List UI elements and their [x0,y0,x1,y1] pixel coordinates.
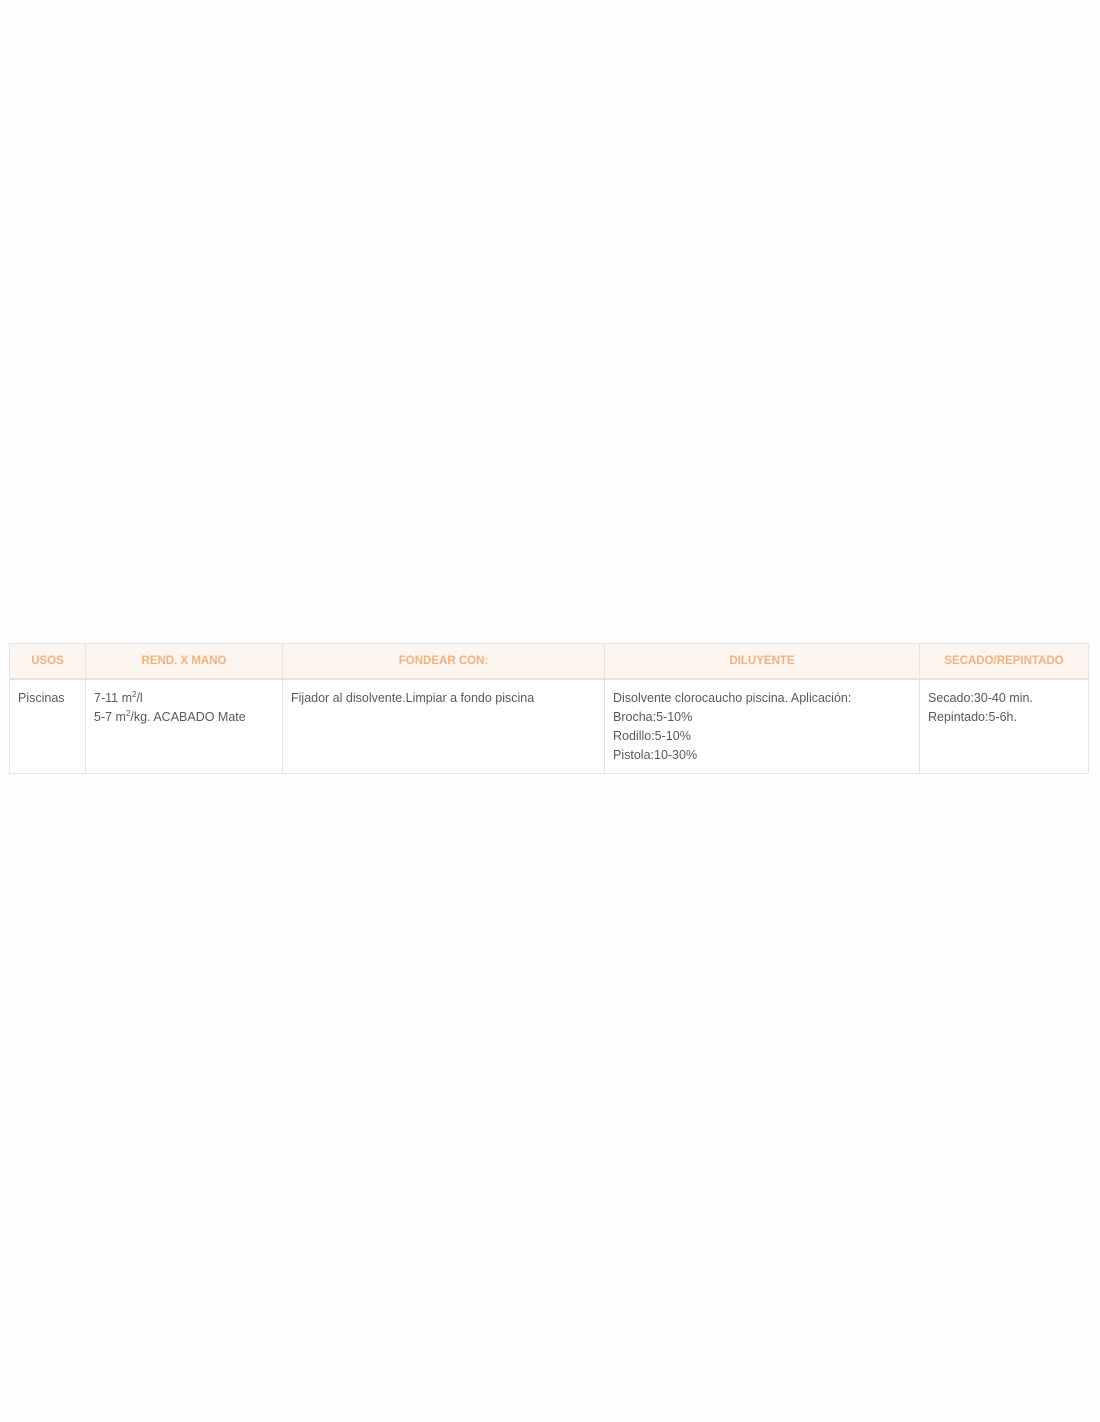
header-fondear-con: FONDEAR CON: [283,644,605,680]
diluyente-line: Rodillo:5-10% [613,729,691,743]
secado-line: Secado:30-40 min. [928,691,1033,705]
rend-line-liter: 7-11 $m^2/l$ [94,689,143,705]
cell-usos: Piscinas [10,679,86,774]
repintado-line: Repintado:5-6h. [928,710,1017,724]
header-diluyente: DILUYENTE [605,644,920,680]
product-spec-table [9,643,1089,774]
table-header-row [10,644,1089,680]
diluyente-line: Brocha:5-10% [613,710,693,724]
cell-rend-x-mano [86,679,283,774]
table-row [10,679,1089,774]
diluyente-line: Disolvente clorocaucho piscina. Aplicación: [613,691,852,705]
cell-secado-repintado [920,679,1089,774]
rend-line-kg: 5-7 $m^2/kg$. ACABADO Mate [94,708,246,724]
diluyente-line: Pistola:10-30% [613,748,698,762]
cell-fondear-con: Fijador al disolvente.Limpiar a fondo piscina [283,679,605,774]
header-rend-x-mano: REND. X MANO [86,644,283,680]
cell-diluyente [605,679,920,774]
header-secado-repintado: SECADO/REPINTADO [920,644,1089,680]
header-usos: USOS [10,644,86,680]
